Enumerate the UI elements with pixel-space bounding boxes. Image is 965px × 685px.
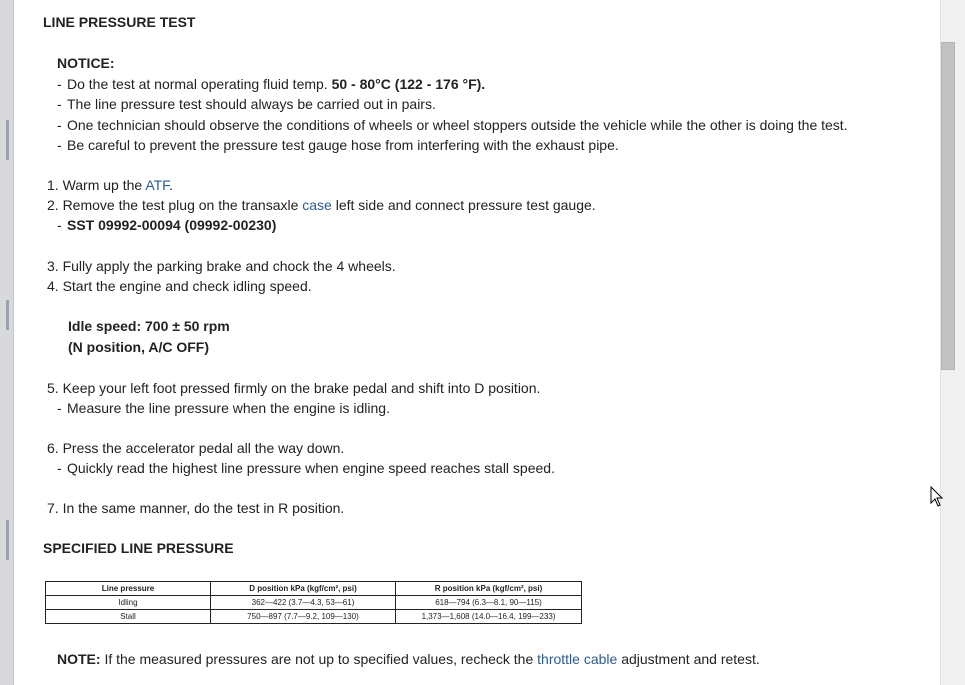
step-1: 1. Warm up the ATF. <box>47 177 174 193</box>
table-cell: 618—794 (6.3—8.1, 90—115) <box>396 596 582 610</box>
edge-marker <box>6 300 9 330</box>
table-cell: 362—422 (3.7—4.3, 53—61) <box>211 596 396 610</box>
table-header: R position kPa (kgf/cm², psi) <box>396 582 582 596</box>
table-header-row <box>46 582 582 596</box>
idle-speed-condition: (N position, A/C OFF) <box>68 339 210 355</box>
note: NOTE: If the measured pressures are not up to specified values, recheck the throttle cable adjustment and retest. <box>57 651 760 667</box>
step-6: 6. Press the accelerator pedal all the way down. <box>47 440 345 456</box>
atf-link[interactable]: ATF <box>145 177 170 193</box>
mouse-pointer-icon <box>930 486 944 508</box>
notice-item: - Do the test at normal operating fluid temp. 50 - 80°C (122 - 176 °F). <box>57 76 486 92</box>
edge-marker <box>6 120 9 160</box>
table-cell: 1,373—1,608 (14.0—16.4, 199—233) <box>396 610 582 624</box>
step-4: 4. Start the engine and check idling speed. <box>47 278 312 294</box>
notice-item: - One technician should observe the conditions of wheels or wheel stoppers outside the vehicle while the other is doing the test. <box>57 117 848 133</box>
step-5-sub: - Measure the line pressure when the engine is idling. <box>57 400 390 416</box>
left-panel-edge <box>0 0 14 685</box>
section-title: LINE PRESSURE TEST <box>43 14 196 30</box>
step-5: 5. Keep your left foot pressed firmly on the brake pedal and shift into D position. <box>47 380 541 396</box>
step-2: 2. Remove the test plug on the transaxle case left side and connect pressure test gauge. <box>47 197 596 213</box>
notice-item: - Be careful to prevent the pressure test gauge hose from interfering with the exhaust pipe. <box>57 137 619 153</box>
step-3: 3. Fully apply the parking brake and chock the 4 wheels. <box>47 258 396 274</box>
scrollbar-thumb[interactable] <box>941 42 955 370</box>
line-pressure-table <box>45 581 582 624</box>
table-header: D position kPa (kgf/cm², psi) <box>211 582 396 596</box>
step-7: 7. In the same manner, do the test in R position. <box>47 500 345 516</box>
table-cell: Stall <box>46 610 211 624</box>
sst-number: - SST 09992-00094 (09992-00230) <box>57 217 277 233</box>
table-cell: Idling <box>46 596 211 610</box>
case-link[interactable]: case <box>302 197 332 213</box>
spec-title: SPECIFIED LINE PRESSURE <box>43 540 234 556</box>
document-content <box>14 0 940 685</box>
table-row <box>46 596 582 610</box>
idle-speed-spec: Idle speed: 700 ± 50 rpm <box>68 318 230 334</box>
edge-marker <box>6 520 9 560</box>
notice-item: - The line pressure test should always be carried out in pairs. <box>57 96 436 112</box>
table-header: Line pressure <box>46 582 211 596</box>
throttle-cable-link[interactable]: throttle cable <box>537 651 618 667</box>
table-cell: 750—897 (7.7—9.2, 109—130) <box>211 610 396 624</box>
table-row <box>46 610 582 624</box>
notice-label: NOTICE: <box>57 55 115 71</box>
step-6-sub: - Quickly read the highest line pressure when engine speed reaches stall speed. <box>57 460 555 476</box>
